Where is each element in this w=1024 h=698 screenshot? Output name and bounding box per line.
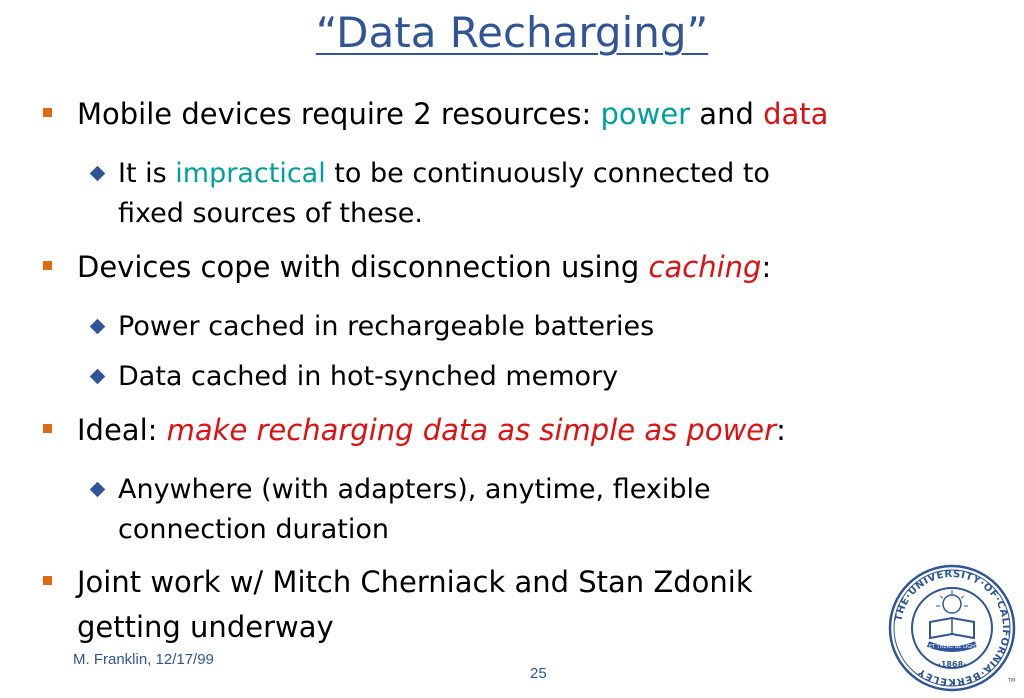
square-bullet-icon <box>43 576 52 585</box>
subbullet-text: Anywhere (with adapters), anytime, flexible <box>118 474 711 505</box>
svg-text:TM: TM <box>1008 678 1016 684</box>
diamond-bullet-icon <box>90 369 106 385</box>
page-number: 25 <box>530 665 547 682</box>
bullet-text: Ideal: make recharging data as simple as power: <box>77 413 786 447</box>
bullet-text: Mobile devices require 2 resources: power and data <box>77 97 829 131</box>
subbullet-text: Data cached in hot-synched memory <box>118 361 619 392</box>
square-bullet-icon <box>43 261 52 270</box>
bullet-text-line2: getting underway <box>77 610 334 644</box>
square-bullet-icon <box>43 424 52 433</box>
subbullet-text-line2: fixed sources of these. <box>118 198 423 229</box>
slide-title: “Data Recharging” <box>315 8 709 57</box>
square-bullet-icon <box>43 108 52 117</box>
diamond-bullet-icon <box>90 319 106 335</box>
subbullet-text: It is impractical to be continuously connected to <box>118 158 770 189</box>
bullet-text: Devices cope with disconnection using caching: <box>77 250 772 284</box>
svg-text:·1868·: ·1868· <box>937 660 967 669</box>
diamond-bullet-icon <box>90 166 106 182</box>
diamond-bullet-icon <box>90 482 106 498</box>
bullet-text: Joint work w/ Mitch Cherniack and Stan Zdonik <box>77 565 753 599</box>
subbullet-text-line2: connection duration <box>118 514 389 545</box>
footer-author-date: M. Franklin, 12/17/99 <box>73 651 214 668</box>
svg-text:LET THERE BE LIGHT: LET THERE BE LIGHT <box>926 644 978 650</box>
uc-berkeley-seal-logo <box>888 564 1016 692</box>
subbullet-text: Power cached in rechargeable batteries <box>118 311 655 342</box>
svg-text:THE·UNIVERSITY·OF·CALIFORNIA·B: THE·UNIVERSITY·OF·CALIFORNIA·BERKELEY <box>893 568 1012 688</box>
